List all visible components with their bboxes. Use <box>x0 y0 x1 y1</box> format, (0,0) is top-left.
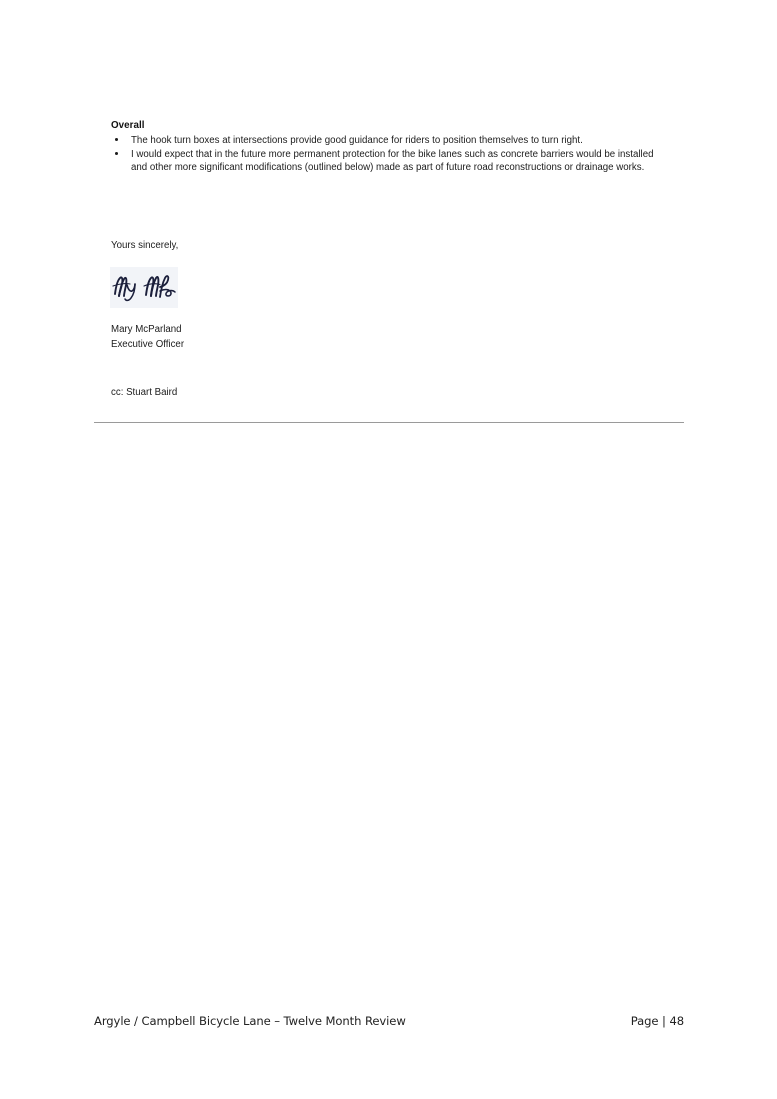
closing-block <box>111 239 531 252</box>
closing-salutation: Yours sincerely, <box>111 240 179 251</box>
list-item <box>111 148 663 174</box>
list-item-text: The hook turn boxes at intersections provide good guidance for riders to position themselves to turn right. <box>131 135 583 146</box>
bullet-dot-icon <box>115 152 118 155</box>
overall-bullet-list <box>111 134 663 175</box>
signer-title: Executive Officer <box>111 338 185 350</box>
list-item <box>111 134 663 147</box>
signature-image <box>110 267 178 308</box>
body-content <box>111 119 663 176</box>
bullet-dot-icon <box>115 138 118 141</box>
section-divider <box>94 422 684 423</box>
footer-page-number: Page | 48 <box>630 1014 684 1028</box>
signer-block <box>111 323 184 352</box>
page-footer <box>94 1014 684 1028</box>
signer-name: Mary McParland <box>111 324 182 335</box>
section-heading-overall: Overall <box>111 120 145 131</box>
list-item-text: I would expect that in the future more permanent protection for the bike lanes such as concrete barriers would be installed and other more significant modifications (outlined below) made as part of future road reconstructions or drainage works. <box>131 149 654 174</box>
cc-line: cc: Stuart Baird <box>111 387 178 398</box>
footer-document-title: Argyle / Campbell Bicycle Lane – Twelve Month Review <box>94 1014 406 1028</box>
